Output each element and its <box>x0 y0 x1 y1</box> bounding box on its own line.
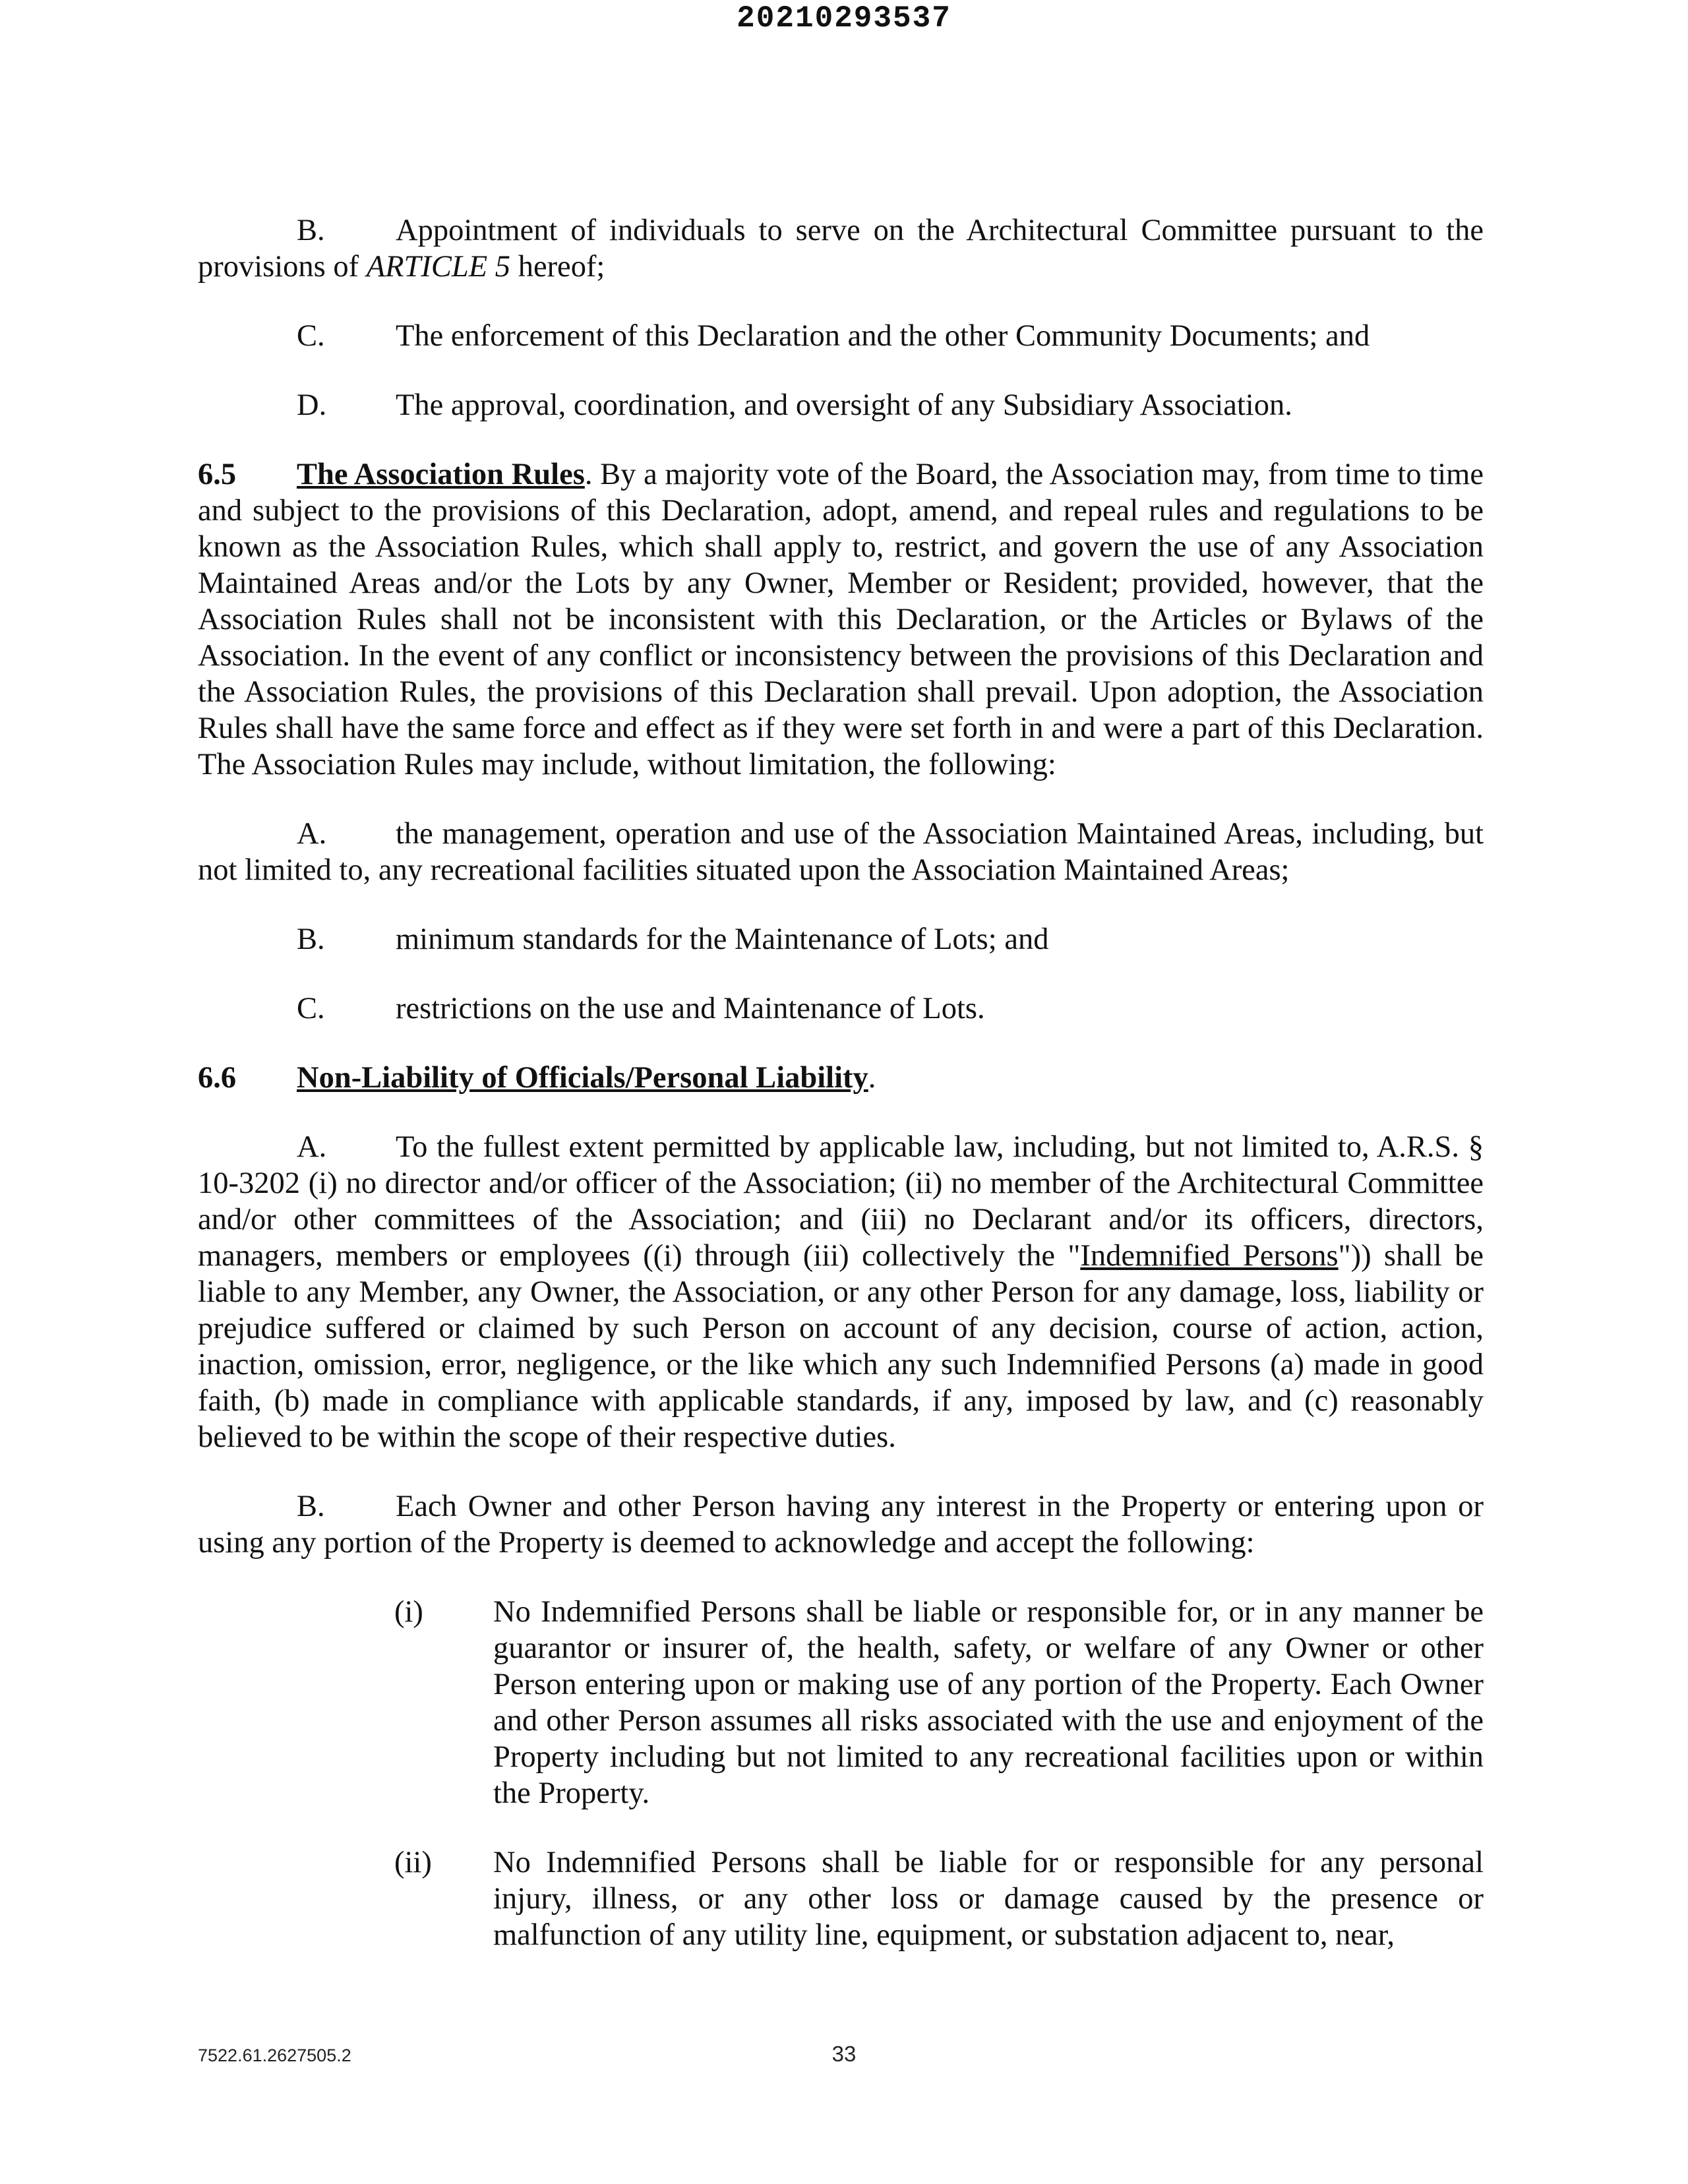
recording-number: 20210293537 <box>737 1 951 36</box>
section-6-5-item-b-text: minimum standards for the Maintenance of Lots; and <box>396 923 1049 956</box>
section-6-5-number: 6.5 <box>198 458 237 491</box>
section-6-6-title: Non-Liability of Officials/Personal Liability <box>297 1061 868 1095</box>
section-6-5-intro: . By a majority vote of the Board, the Association may, from time to time and subject to the provisions of this Declaration, adopt, amend, and repeal rules and regulations to be known as the Association Rules, which shall apply to, restrict, and govern the use of any Association Maintained Areas and/or the Lots by any Owner, Member or Resident; provided, however, that the Association Rules shall not be inconsistent with this Declaration, or the Articles or Bylaws of the Association. In the event of any conflict or inconsistency between the provisions of this Declaration and the Association Rules, the provisions of this Declaration shall prevail. Upon adoption, the Association Rules shall have the same force and effect as if they were set forth in and were a part of this Declaration. The Association Rules may include, without limitation, the following: <box>198 458 1484 781</box>
section-6-5-item-b <box>297 921 1484 957</box>
section-6-5-item-a <box>198 816 1484 888</box>
subitem-i-text: No Indemnified Persons shall be liable or responsible for, or in any manner be guarantor or insurer of, the health, safety, or welfare of any Owner or other Person entering upon or making use of any portion of the Property. Each Owner and other Person assumes all risks associated with the use and enjoyment of the Property including but not limited to any recreational facilities upon or within the Property. <box>493 1595 1484 1810</box>
section-6-5-title: The Association Rules <box>297 458 585 491</box>
section-6-6-item-b <box>198 1488 1484 1561</box>
item-c <box>297 318 1484 354</box>
section-6-6-item-a-label: A. <box>297 1130 327 1164</box>
section-6-6-item-b-label: B. <box>297 1490 325 1523</box>
item-b <box>198 212 1484 285</box>
section-6-5-item-c-label: C. <box>297 992 325 1025</box>
item-c-label: C. <box>297 319 325 353</box>
subitem-ii <box>394 1844 1484 1953</box>
subitem-i <box>394 1594 1484 1811</box>
section-6-5-item-b-label: B. <box>297 923 325 956</box>
section-6-5-item-c-text: restrictions on the use and Maintenance of Lots. <box>396 992 985 1025</box>
item-d-label: D. <box>297 388 327 422</box>
subitem-ii-text: No Indemnified Persons shall be liable for or responsible for any personal injury, illness, or any other loss or damage caused by the presence or malfunction of any utility line, equipment, or substation adjacent to, near, <box>493 1846 1484 1952</box>
item-c-text: The enforcement of this Declaration and the other Community Documents; and <box>396 319 1370 353</box>
item-d <box>297 387 1484 423</box>
section-6-6-title-end: . <box>868 1061 876 1095</box>
footer-document-id: 7522.61.2627505.2 <box>198 2046 351 2065</box>
section-6-5-item-a-text: the management, operation and use of the Association Maintained Areas, including, but not limited to, any recreational facilities situated upon the Association Maintained Areas; <box>198 817 1484 887</box>
item-b-label: B. <box>297 214 325 247</box>
document-body <box>198 212 1484 1953</box>
item-d-text: The approval, coordination, and oversight of any Subsidiary Association. <box>396 388 1292 422</box>
item-b-text: Appointment of individuals to serve on the Architectural Committee pursuant to the provisions of <box>198 214 1484 284</box>
article-reference: ARTICLE 5 <box>366 250 511 284</box>
subitem-ii-number: (ii) <box>394 1846 432 1879</box>
page-number: 33 <box>831 2042 857 2066</box>
section-6-5-item-c <box>297 990 1484 1027</box>
section-6-6-item-a <box>198 1129 1484 1455</box>
section-6-6-item-a-text-1: To the fullest extent permitted by applicable law, including, but not limited to, A.R.S. § 10-3202 (i) no director and/or officer of the Association; (ii) no member of the Architectural Committee and/or other committees of the Association; and (iii) no Declarant and/or its officers, directors, managers, members or employees ((i) through (iii) collectively the " <box>198 1130 1484 1273</box>
defined-term-indemnified-persons: Indemnified Persons <box>1080 1239 1339 1273</box>
section-6-6-number: 6.6 <box>198 1061 237 1095</box>
section-6-5-item-a-label: A. <box>297 817 327 851</box>
section-6-5 <box>198 456 1484 783</box>
section-6-6-heading <box>198 1060 1484 1096</box>
item-b-text-end: hereof; <box>510 250 605 284</box>
section-6-6-item-a-text-2: ")) shall be liable to any Member, any Owner, the Association, or any other Person for any damage, loss, liability or prejudice suffered or claimed by such Person on account of any decision, course of action, action, inaction, omission, error, negligence, or the like which any such Indemnified Persons (a) made in good faith, (b) made in compliance with applicable standards, if any, imposed by law, and (c) reasonably believed to be within the scope of their respective duties. <box>198 1239 1484 1454</box>
section-6-6-item-b-text: Each Owner and other Person having any interest in the Property or entering upon or using any portion of the Property is deemed to acknowledge and accept the following: <box>198 1490 1484 1560</box>
subitem-i-number: (i) <box>394 1595 423 1629</box>
